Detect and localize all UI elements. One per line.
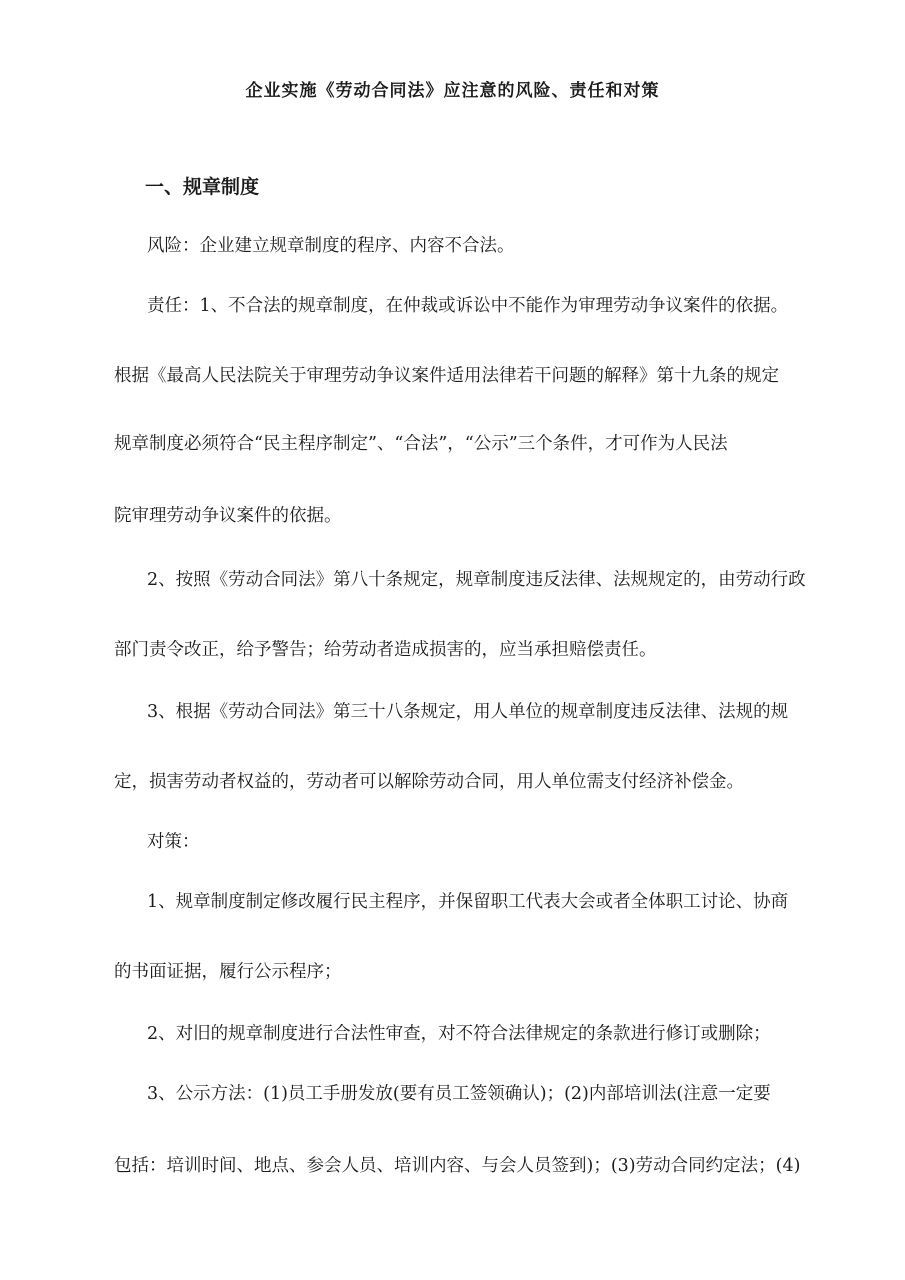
paragraph-liability-1-cont: 规章制度必须符合“民主程序制定”、“合法”，“公示”三个条件，才可作为人民法 [114, 434, 728, 454]
paragraph-risk: 风险：企业建立规章制度的程序、内容不合法。 [147, 236, 515, 256]
section-heading-rules: 一、规章制度 [145, 176, 260, 198]
paragraph-countermeasure-2: 2、对旧的规章制度进行合法性审查，对不符合法律规定的条款进行修订或删除； [147, 1024, 771, 1044]
paragraph-liability-3-cont: 定，损害劳动者权益的，劳动者可以解除劳动合同，用人单位需支付经济补偿金。 [114, 772, 744, 792]
paragraph-liability-2: 2、按照《劳动合同法》第八十条规定，规章制度违反法律、法规规定的，由劳动行政 [147, 570, 806, 590]
paragraph-countermeasure-1: 1、规章制度制定修改履行民主程序，并保留职工代表大会或者全体职工讨论、协商 [147, 892, 789, 912]
paragraph-countermeasures-label: 对策： [147, 832, 200, 852]
paragraph-liability-1-cont: 根据《最高人民法院关于审理劳动争议案件适用法律若干问题的解释》第十九条的规定 [114, 366, 779, 386]
document-title: 企业实施《劳动合同法》应注意的风险、责任和对策 [245, 81, 660, 101]
paragraph-countermeasure-1-cont: 的书面证据，履行公示程序； [114, 962, 342, 982]
paragraph-liability-1-cont: 院审理劳动争议案件的依据。 [114, 506, 342, 526]
paragraph-liability-3: 3、根据《劳动合同法》第三十八条规定，用人单位的规章制度违反法律、法规的规 [147, 702, 789, 722]
paragraph-liability-2-cont: 部门责令改正，给予警告；给劳动者造成损害的，应当承担赔偿责任。 [114, 640, 657, 660]
paragraph-countermeasure-3: 3、公示方法：(1)员工手册发放(要有员工签领确认)；(2)内部培训法(注意一定要 [147, 1084, 771, 1104]
paragraph-countermeasure-3-cont: 包括：培训时间、地点、参会人员、培训内容、与会人员签到)；(3)劳动合同约定法；(4) [114, 1156, 801, 1176]
paragraph-liability-1: 责任：1、不合法的规章制度，在仲裁或诉讼中不能作为审理劳动争议案件的依据。 [147, 296, 789, 316]
